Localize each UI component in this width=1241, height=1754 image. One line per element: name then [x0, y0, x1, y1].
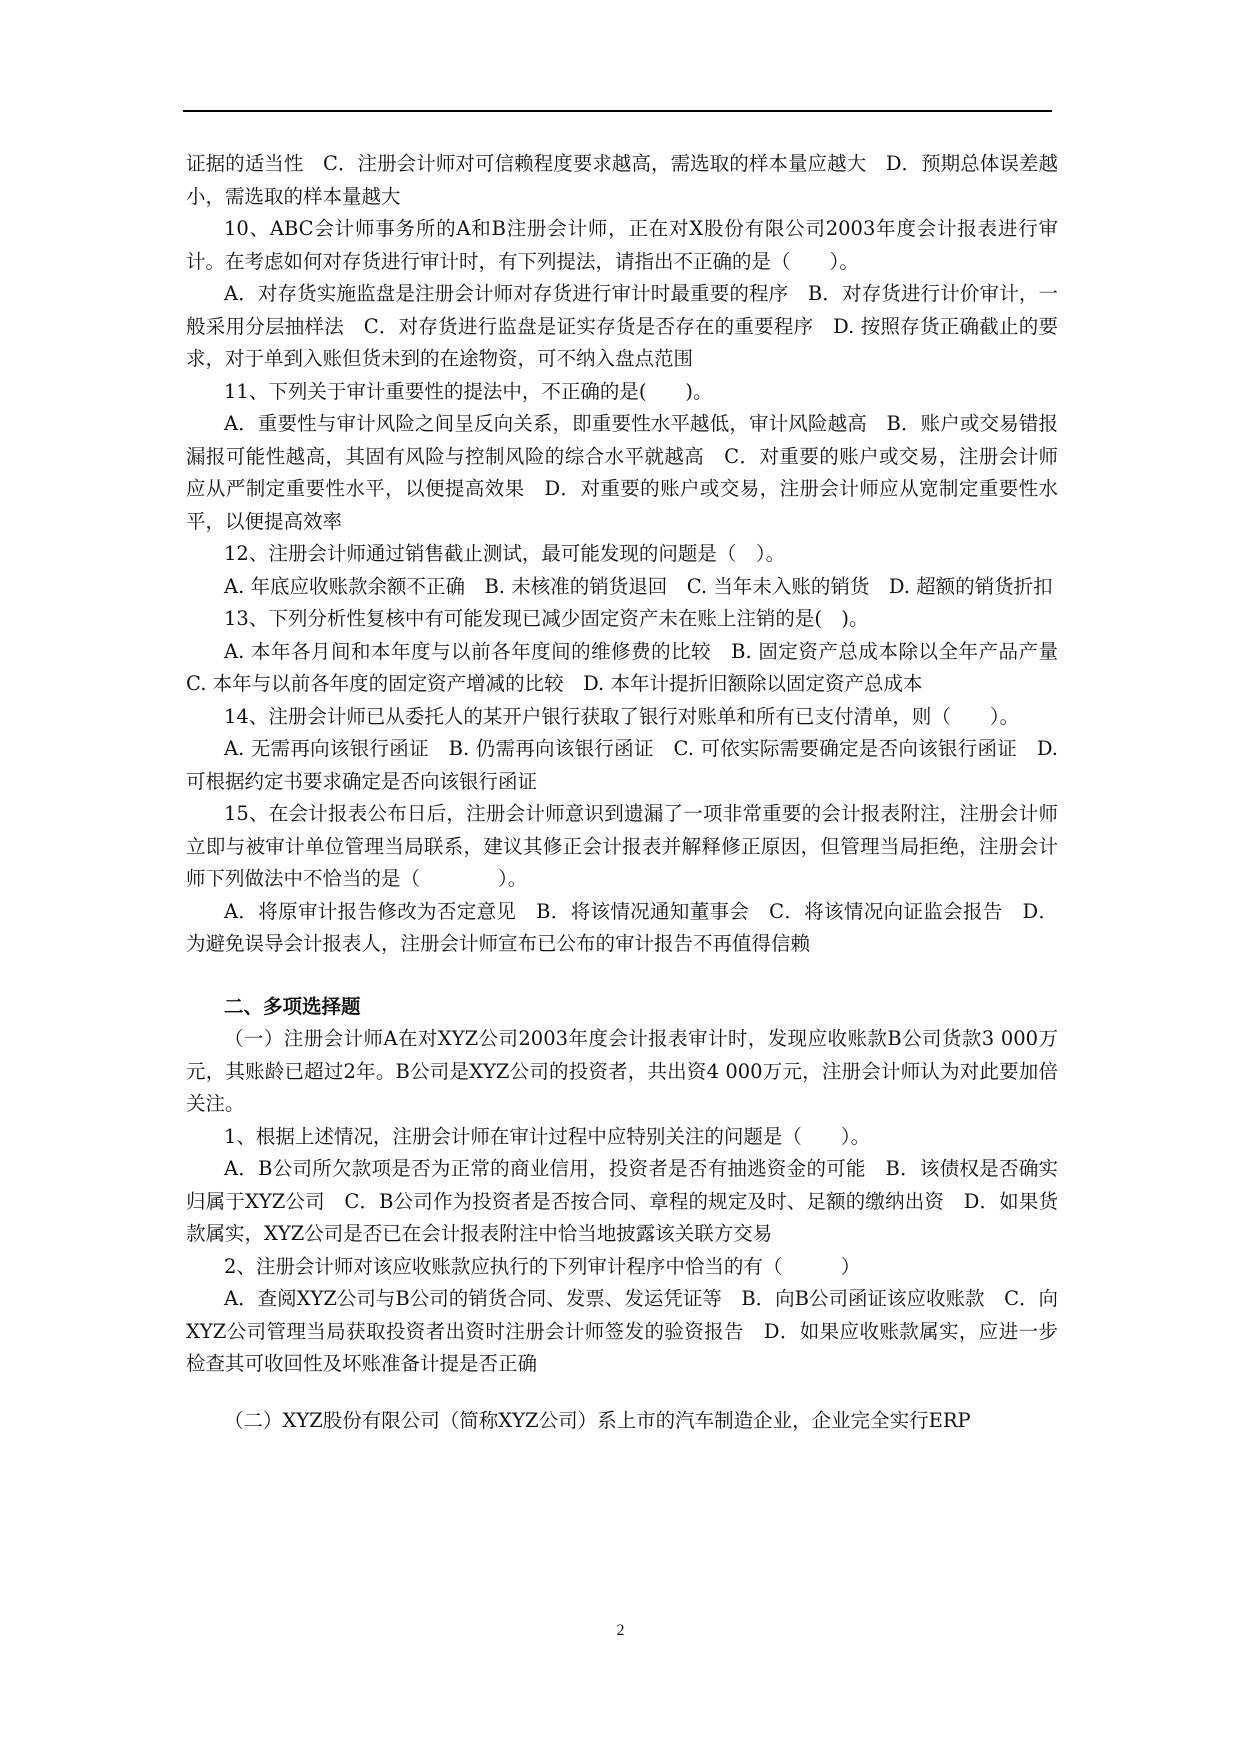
- case-two-intro: （二）XYZ股份有限公司（简称XYZ公司）系上市的汽车制造企业，企业完全实行ERP: [224, 1408, 971, 1432]
- question-15-options: A．将原审计报告修改为否定意见 B．将该情况通知董事会 C．将该情况向证监会报告 D．为避免误导会计报表人，注册会计师宣布已公布的审计报告不再值得信赖: [186, 899, 1058, 955]
- question-10-options: A．对存货实施监盘是注册会计师对存货进行审计时最重要的程序 B．对存货进行计价审计，一般采用分层抽样法 C．对存货进行监盘是证实存货是否存在的重要程序 D. 按照存货正确截止的要求，对于单到入账但货未到的在途物资，可不纳入盘点范围: [186, 282, 1058, 370]
- document-body: [186, 148, 1078, 1437]
- question-12-options: A. 年底应收账款余额不正确 B. 未核准的销货退回 C. 当年未入账的销货 D. 超额的销货折扣: [224, 574, 1053, 598]
- case-one-question-2: 2、注册会计师对该应收账款应执行的下列审计程序中恰当的有（ ）: [224, 1254, 861, 1278]
- question-13: 13、下列分析性复核中有可能发现已减少固定资产未在账上注销的是( )。: [224, 607, 869, 630]
- question-14: 14、注册会计师已从委托人的某开户银行获取了银行对账单和所有已支付清单，则（ ）。: [224, 704, 1020, 728]
- question-15: 15、在会计报表公布日后，注册会计师意识到遗漏了一项非常重要的会计报表附注，注册会计师立即与被审计单位管理当局联系，建议其修正会计报表并解释修正原因，但管理当局拒绝，注册会计师下列做法中不恰当的是（ ）。: [186, 802, 1058, 890]
- section-heading: 二、多项选择题: [224, 994, 361, 1018]
- paragraph-continuation: 证据的适当性 C．注册会计师对可信赖程度要求越高，需选取的样本量应越大 D．预期总体误差越小，需选取的样本量越大: [186, 152, 1058, 208]
- page-number: 2: [616, 1622, 625, 1639]
- section-spacer: [186, 961, 1058, 991]
- case-one-intro: （一）注册会计师A在对XYZ公司2003年度会计报表审计时，发现应收账款B公司货款3 000万元，其账龄已超过2年。B公司是XYZ公司的投资者，共出资4 000万元，注册会计师认为对此要加倍关注。: [186, 1027, 1058, 1115]
- question-13-options: A. 本年各月间和本年度与以前各年度间的维修费的比较 B. 固定资产总成本除以全年产品产量 C. 本年与以前各年度的固定资产增减的比较 D. 本年计提折旧额除以固定资产总成本: [186, 639, 1078, 695]
- question-11-options: A．重要性与审计风险之间呈反向关系，即重要性水平越低，审计风险越高 B．账户或交易错报漏报可能性越高，其固有风险与控制风险的综合水平就越高 C．对重要的账户或交易，注册会计师应从严制定重要性水平，以便提高效果 D．对重要的账户或交易，注册会计师应从宽制定重要性水平，以便提高效率: [186, 412, 1058, 533]
- case-one-question-1: 1、根据上述情况，注册会计师在审计过程中应特别关注的问题是（ ）。: [224, 1124, 871, 1148]
- question-14-options: A. 无需再向该银行函证 B. 仍需再向该银行函证 C. 可依实际需要确定是否向该银行函证 D. 可根据约定书要求确定是否向该银行函证: [186, 737, 1058, 793]
- header-rule: [183, 110, 1052, 112]
- case-spacer: [186, 1381, 1058, 1405]
- question-10: 10、ABC会计师事务所的A和B注册会计师，正在对X股份有限公司2003年度会计报表进行审计。在考虑如何对存货进行审计时，有下列提法，请指出不正确的是（ ）。: [186, 217, 1058, 273]
- case-one-question-2-options: A．查阅XYZ公司与B公司的销货合同、发票、发运凭证等 B．向B公司函证该应收账款 C．向XYZ公司管理当局获取投资者出资时注册会计师签发的验资报告 D．如果应收账款属实，应进一步检查其可收回性及坏账准备计提是否正确: [186, 1287, 1058, 1375]
- case-one-question-1-options: A．B公司所欠款项是否为正常的商业信用，投资者是否有抽逃资金的可能 B．该债权是否确实归属于XYZ公司 C．B公司作为投资者是否按合同、章程的规定及时、足额的缴纳出资 D．如果货款属实，XYZ公司是否已在会计报表附注中恰当地披露该关联方交易: [186, 1157, 1058, 1245]
- question-12: 12、注册会计师通过销售截止测试，最可能发现的问题是（ ）。: [224, 542, 786, 565]
- question-11: 11、下列关于审计重要性的提法中，不正确的是( )。: [224, 379, 713, 403]
